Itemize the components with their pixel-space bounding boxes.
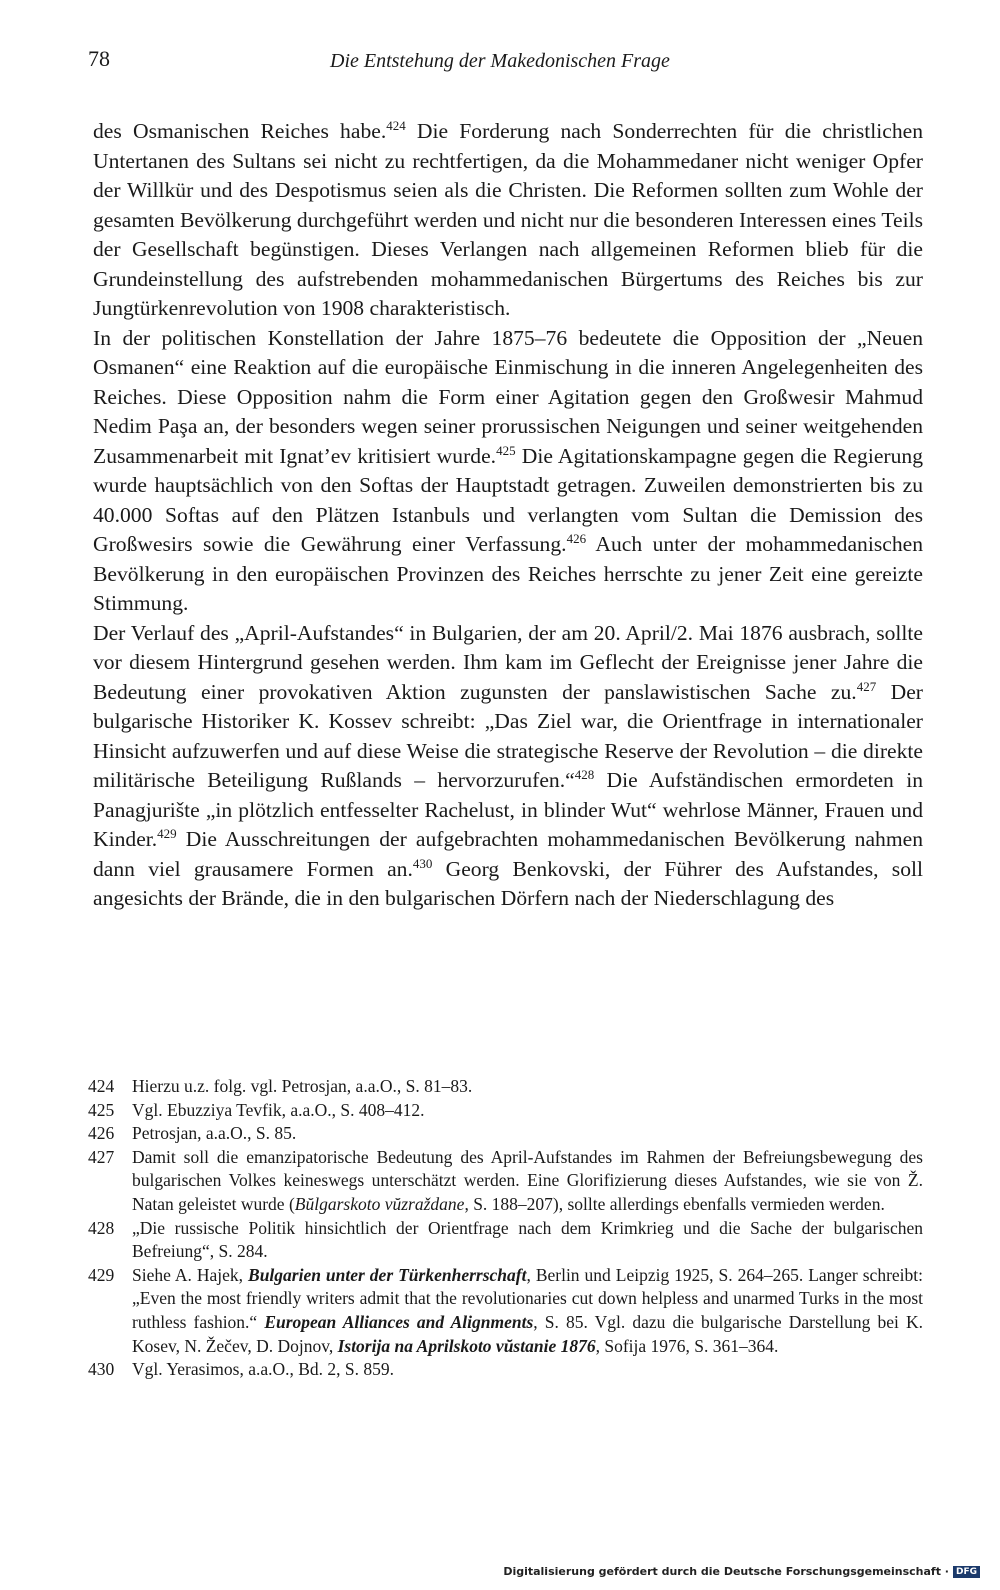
paragraph-text: Georg Benkovski, der Führer des Aufstandes, soll angesichts der Brände, die in den bulgarischen Dörfern nach der Niederschlagung des: [93, 856, 923, 910]
footnote-text: Petrosjan, a.a.O., S. 85.: [132, 1123, 297, 1144]
paragraph-2: [93, 324, 923, 619]
paragraph-text: Der bulgarische Historiker K. Kossev schreibt: „Das Ziel war, die Orientfrage in internationaler Hinsicht aufzuwerfen und auf diese Weise die strategische Reserve der Revolution – die direkte militärische Beteiligung Rußlands – hervorzurufen.“: [93, 679, 923, 792]
footnote-427: [88, 1146, 923, 1217]
footnote-ref[interactable]: 429: [157, 826, 177, 841]
cited-title: Bulgarien unter der Türkenherrschaft: [248, 1264, 527, 1285]
footnote-text: Vgl. Ebuzziya Tevfik, a.a.O., S. 408–412.: [132, 1099, 425, 1120]
footnote-428: [88, 1217, 923, 1264]
digitization-credit: [503, 1565, 980, 1578]
footnote-429: [88, 1264, 923, 1358]
footnote-number: 426: [88, 1123, 115, 1144]
footnote-text-part: , Berlin und Leipzig 1925, S. 264–265. Langer schreibt: „Even the most friendly writers admit that the revolutionaries cut down helpless and unarmed Turks in the most ruthless fashion.“: [132, 1264, 923, 1332]
footnote-425: [88, 1099, 923, 1123]
footnote-ref[interactable]: 428: [574, 767, 595, 782]
paragraph-3: [93, 619, 923, 914]
running-head: Die Entstehung der Makedonischen Frage: [330, 50, 670, 72]
cited-title: European Alliances and Alignments: [264, 1311, 534, 1332]
paragraph-text: Der Verlauf des „April-Aufstandes“ in Bulgarien, der am 20. April/2. Mai 1876 ausbrach, sollte vor diesem Hintergrund gesehen werden. Ihm kam im Geflecht der Ereignisse jener Jahre die Bedeutung einer provokativen Aktion zugunsten der panslawistischen Sache zu.: [93, 620, 923, 704]
footnote-426: [88, 1122, 923, 1146]
paragraph-text: Die Agitationskampagne gegen die Regierung wurde hauptsächlich von den Softas der Hauptstadt getragen. Zuweilen demonstrierten bis zu 40.000 Softas auf den Plätzen Istanbuls und verlangten vom Sultan die Demission des Großwesirs sowie die Gewährung einer Verfassung.: [93, 443, 924, 556]
footnote-text-part: , S. 188–207), sollte allerdings ebenfalls vermieden werden.: [464, 1193, 885, 1214]
footnote-number: 424: [88, 1076, 115, 1096]
paragraph-text: Die Forderung nach Sonderrechten für die christlichen Untertanen des Sultans sei nicht zu rechtfertigen, da die Mohammedaner nicht weniger Opfer der Willkür und des Despotismus seien als die Christen. Die Reformen sollten zum Wohle der gesamten Bevölkerung durchgeführt werden und nicht nur die besonderen Interessen eines Teils der Gesellschaft begünstigen. Dieses Verlangen nach allgemeinen Reformen blieb für die Grundeinstellung des aufstrebenden mohammedanischen Bürgertums des Reiches bis zur Jungtürkenrevolution von 1908 charakteristisch.: [93, 119, 923, 320]
footnote-430: [88, 1358, 923, 1382]
footnote-text: [132, 1264, 923, 1358]
footnote-text: Hierzu u.z. folg. vgl. Petrosjan, a.a.O., S. 81–83.: [132, 1076, 473, 1096]
footnote-ref[interactable]: 427: [856, 678, 877, 694]
footnotes: [88, 1075, 923, 1382]
footnote-ref[interactable]: 430: [412, 855, 433, 871]
page-number: 78: [88, 46, 110, 71]
footnote-text-part: , S. 85. Vgl. dazu die bulgarische Darstellung bei K. Kosev, N. Žečev, D. Dojnov,: [132, 1311, 923, 1356]
footnote-text: [132, 1146, 923, 1217]
footnote-number: 428: [88, 1217, 115, 1238]
cited-title: Bŭlgarskoto vŭzraždane: [294, 1193, 465, 1214]
paragraph-text: In der politischen Konstellation der Jahre 1875–76 bedeutete die Opposition der „Neuen Osmanen“ eine Reaktion auf die europäische Einmischung in die inneren Angelegenheiten des Reiches. Diese Opposition nahm die Form einer Agitation gegen den Großwesir Mahmud Nedim Paşa an, der besonders wegen seiner prorussischen Neigungen und seiner weitgehenden Zusammenarbeit mit Ignat’ev kritisiert wurde.: [93, 325, 923, 468]
paragraph-text: Die Aufständischen ermordeten in Panagjurište „in plötzlich entfesselter Rachelust, in blinder Wut“ wehrlose Männer, Frauen und Kinder.: [93, 768, 923, 851]
footnote-ref[interactable]: 424: [386, 118, 406, 133]
footnote-number: 429: [88, 1264, 115, 1285]
paragraph-text: Auch unter der mohammedanischen Bevölkerung in den europäischen Provinzen des Reiches herrschte zu jener Zeit eine gereizte Stimmung.: [93, 532, 923, 615]
footnote-text-part: Damit soll die emanzipatorische Bedeutung des April-Aufstandes im Rahmen der Befreiungsbewegung des bulgarischen Volkes keineswegs unterschätzt werden. Eine Glorifizierung dieses Aufstandes, wie sie von Ž. Natan geleistet wurde (: [132, 1146, 923, 1214]
cited-title: Istorija na Aprilskoto vŭstanie 1876: [337, 1335, 596, 1356]
paragraph-1: [93, 117, 923, 324]
footnote-text: Vgl. Yerasimos, a.a.O., Bd. 2, S. 859.: [132, 1359, 395, 1380]
footnote-number: 427: [88, 1146, 115, 1167]
footnote-number: 430: [88, 1359, 115, 1380]
paragraph-text: Die Ausschreitungen der aufgebrachten mohammedanischen Bevölkerung nahmen dann viel grausamere Formen an.: [93, 827, 923, 881]
footnote-text-part: , Sofija 1976, S. 361–364.: [595, 1335, 779, 1356]
footnote-number: 425: [88, 1099, 115, 1120]
paragraph-text: des Osmanischen Reiches habe.: [93, 119, 387, 143]
credit-text: Digitalisierung gefördert durch die Deutsche Forschungsgemeinschaft ·: [503, 1565, 949, 1578]
footnote-ref[interactable]: 425: [496, 442, 516, 458]
dfg-logo: DFG: [953, 1566, 980, 1578]
footnote-ref[interactable]: 426: [566, 531, 587, 546]
main-text: [93, 117, 923, 914]
footnote-text: „Die russische Politik hinsichtlich der Orientfrage nach dem Krimkrieg und die Sache der bulgarischen Befreiung“, S. 284.: [132, 1217, 923, 1262]
footnote-424: [88, 1075, 923, 1099]
footnote-text-part: Siehe A. Hajek,: [132, 1264, 249, 1285]
